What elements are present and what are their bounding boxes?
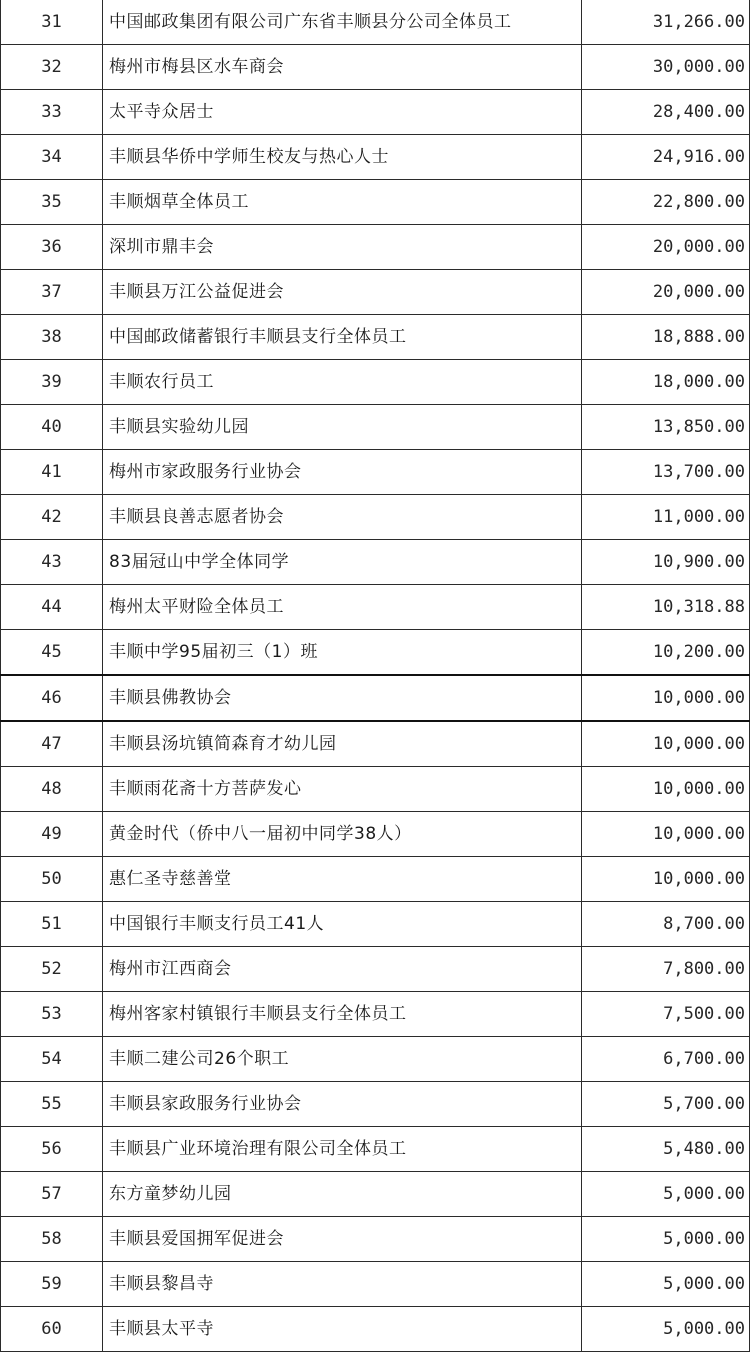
donation-amount: 22,800.00: [582, 180, 750, 225]
row-number: 55: [1, 1082, 103, 1127]
row-number: 35: [1, 180, 103, 225]
table-row: [1, 495, 750, 540]
table-row: [1, 450, 750, 495]
donor-name: 丰顺雨花斋十方菩萨发心: [103, 767, 582, 812]
table-row: [1, 992, 750, 1037]
donation-amount: 20,000.00: [582, 270, 750, 315]
donation-amount: 7,500.00: [582, 992, 750, 1037]
row-number: 37: [1, 270, 103, 315]
donation-amount: 10,000.00: [582, 812, 750, 857]
donation-amount: 5,480.00: [582, 1127, 750, 1172]
donor-name: 梅州客家村镇银行丰顺县支行全体员工: [103, 992, 582, 1037]
table-row: [1, 1217, 750, 1262]
table-row: [1, 45, 750, 90]
row-number: 33: [1, 90, 103, 135]
row-number: 56: [1, 1127, 103, 1172]
row-number: 45: [1, 630, 103, 676]
donor-name: 黄金时代（侨中八一届初中同学38人）: [103, 812, 582, 857]
row-number: 46: [1, 675, 103, 721]
donation-amount: 24,916.00: [582, 135, 750, 180]
table-row: [1, 585, 750, 630]
table-row: [1, 902, 750, 947]
donation-amount: 5,000.00: [582, 1217, 750, 1262]
donation-amount: 18,888.00: [582, 315, 750, 360]
donor-name: 丰顺县家政服务行业协会: [103, 1082, 582, 1127]
table-row: [1, 135, 750, 180]
table-row: [1, 540, 750, 585]
donor-name: 丰顺县万江公益促进会: [103, 270, 582, 315]
table-row: [1, 1307, 750, 1352]
donation-amount: 28,400.00: [582, 90, 750, 135]
donation-amount: 10,900.00: [582, 540, 750, 585]
row-number: 54: [1, 1037, 103, 1082]
table-row: [1, 1037, 750, 1082]
donor-name: 丰顺二建公司26个职工: [103, 1037, 582, 1082]
donation-amount: 13,850.00: [582, 405, 750, 450]
donation-amount: 6,700.00: [582, 1037, 750, 1082]
donor-name: 丰顺县广业环境治理有限公司全体员工: [103, 1127, 582, 1172]
donor-name: 丰顺烟草全体员工: [103, 180, 582, 225]
table-row: [1, 857, 750, 902]
donor-name: 丰顺中学95届初三（1）班: [103, 630, 582, 676]
table-row: [1, 1082, 750, 1127]
donor-name: 丰顺县佛教协会: [103, 675, 582, 721]
donation-amount: 10,000.00: [582, 675, 750, 721]
row-number: 52: [1, 947, 103, 992]
donor-name: 惠仁圣寺慈善堂: [103, 857, 582, 902]
row-number: 47: [1, 721, 103, 767]
table-row: [1, 1262, 750, 1307]
donation-amount: 7,800.00: [582, 947, 750, 992]
table-row: [1, 180, 750, 225]
donor-name: 太平寺众居士: [103, 90, 582, 135]
row-number: 42: [1, 495, 103, 540]
donation-amount: 20,000.00: [582, 225, 750, 270]
row-number: 50: [1, 857, 103, 902]
table-row: [1, 812, 750, 857]
donation-amount: 10,000.00: [582, 767, 750, 812]
donation-amount: 30,000.00: [582, 45, 750, 90]
donor-name: 中国邮政储蓄银行丰顺县支行全体员工: [103, 315, 582, 360]
table-row: [1, 225, 750, 270]
donor-name: 梅州市江西商会: [103, 947, 582, 992]
donation-amount: 31,266.00: [582, 0, 750, 45]
row-number: 34: [1, 135, 103, 180]
table-row: [1, 0, 750, 45]
table-row: [1, 270, 750, 315]
donor-name: 83届冠山中学全体同学: [103, 540, 582, 585]
donation-amount: 18,000.00: [582, 360, 750, 405]
donor-name: 丰顺县太平寺: [103, 1307, 582, 1352]
donation-amount: 5,000.00: [582, 1262, 750, 1307]
row-number: 57: [1, 1172, 103, 1217]
table-row: [1, 315, 750, 360]
table-row: [1, 405, 750, 450]
donor-name: 丰顺县黎昌寺: [103, 1262, 582, 1307]
row-number: 40: [1, 405, 103, 450]
table-row: [1, 675, 750, 721]
donation-amount: 10,200.00: [582, 630, 750, 676]
row-number: 36: [1, 225, 103, 270]
donor-name: 深圳市鼎丰会: [103, 225, 582, 270]
table-row: [1, 1172, 750, 1217]
donor-name: 梅州市梅县区水车商会: [103, 45, 582, 90]
donor-name: 丰顺县华侨中学师生校友与热心人士: [103, 135, 582, 180]
donation-amount: 8,700.00: [582, 902, 750, 947]
donor-name: 东方童梦幼儿园: [103, 1172, 582, 1217]
donor-name: 中国邮政集团有限公司广东省丰顺县分公司全体员工: [103, 0, 582, 45]
table-row: [1, 630, 750, 676]
donation-amount: 11,000.00: [582, 495, 750, 540]
table-row: [1, 767, 750, 812]
row-number: 51: [1, 902, 103, 947]
table-row: [1, 947, 750, 992]
row-number: 60: [1, 1307, 103, 1352]
donation-amount: 10,318.88: [582, 585, 750, 630]
row-number: 58: [1, 1217, 103, 1262]
donor-name: 丰顺县良善志愿者协会: [103, 495, 582, 540]
row-number: 41: [1, 450, 103, 495]
table-row: [1, 90, 750, 135]
row-number: 43: [1, 540, 103, 585]
donation-amount: 5,000.00: [582, 1172, 750, 1217]
donation-amount: 5,000.00: [582, 1307, 750, 1352]
donor-name: 丰顺县爱国拥军促进会: [103, 1217, 582, 1262]
donor-name: 丰顺农行员工: [103, 360, 582, 405]
row-number: 38: [1, 315, 103, 360]
table-row: [1, 360, 750, 405]
table-row: [1, 1127, 750, 1172]
donor-name: 丰顺县实验幼儿园: [103, 405, 582, 450]
donation-amount: 13,700.00: [582, 450, 750, 495]
row-number: 59: [1, 1262, 103, 1307]
donor-name: 丰顺县汤坑镇简森育才幼儿园: [103, 721, 582, 767]
donor-name: 梅州太平财险全体员工: [103, 585, 582, 630]
donor-name: 中国银行丰顺支行员工41人: [103, 902, 582, 947]
row-number: 48: [1, 767, 103, 812]
donation-amount: 5,700.00: [582, 1082, 750, 1127]
row-number: 44: [1, 585, 103, 630]
donation-amount: 10,000.00: [582, 857, 750, 902]
table-row: [1, 721, 750, 767]
row-number: 32: [1, 45, 103, 90]
row-number: 49: [1, 812, 103, 857]
donor-name: 梅州市家政服务行业协会: [103, 450, 582, 495]
row-number: 31: [1, 0, 103, 45]
row-number: 39: [1, 360, 103, 405]
row-number: 53: [1, 992, 103, 1037]
donation-amount: 10,000.00: [582, 721, 750, 767]
